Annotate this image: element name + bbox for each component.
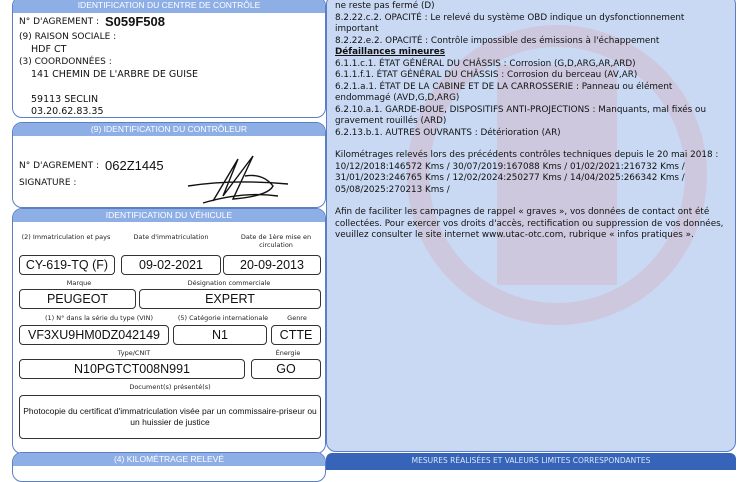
defaillance-line: 8.2.22.c.2. OPACITÉ : Le relevé du système OBD indique un dysfonctionnement important (335, 12, 685, 34)
date-immat-field: 09-02-2021 (121, 255, 221, 275)
defaillance-line: 8.2.22.e.2. OPACITÉ : Contrôle impossible des émissions à l'échappement (335, 35, 660, 46)
immat-field: CY-619-TQ (F) (19, 255, 115, 275)
categorie-field: N1 (173, 325, 267, 345)
centre-section (12, 0, 326, 118)
designation-label: Désignation commerciale (187, 279, 271, 287)
rgpd-notice: Afin de faciliter les campagnes de rappel « graves », vos données de contact ont été collectées. Pour exercer vos droits d'accès, rectification ou suppression de vos données, veuillez consulter le site internet www.utac-otc.com, rubrique « infos pratiques ». (335, 207, 724, 240)
vin-label: (1) N° dans la série du type (VIN) (44, 314, 154, 322)
marque-field: PEUGEOT (19, 289, 136, 309)
defaillance-line: 6.1.1.f.1. ÉTAT GÉNÉRAL DU CHÂSSIS : Corrosion du berceau (AV,AR) (335, 70, 638, 80)
vin-field: VF3XU9HM0DZ042149 (19, 325, 169, 345)
defaillance-line: 6.2.1.a.1. ÉTAT DE LA CABINE ET DE LA CARROSSERIE : Panneau ou élément endommagé (AVD,G,D,ARG) (335, 81, 673, 103)
city: 59113 SECLIN (31, 94, 99, 105)
immat-label: (2) Immatriculation et pays (21, 233, 111, 241)
vehicule-header: IDENTIFICATION DU VÉHICULE (13, 209, 325, 222)
signature-label: SIGNATURE : (19, 178, 77, 188)
type-label: Type/CNIT (117, 349, 151, 357)
designation-field: EXPERT (139, 289, 321, 309)
mineures-title: Défaillances mineures (335, 47, 445, 57)
controleur-agrement: 062Z1445 (105, 158, 164, 173)
defaillance-line: ne reste pas fermé (D) (335, 1, 435, 11)
kilometrage-header: (4) KILOMÉTRAGE RELEVÉ (13, 453, 325, 466)
centre-agrement: S059F508 (105, 14, 165, 29)
km-history: Kilométrages relevés lors des précédents contrôles techniques depuis le 20 mai 2018 : 10/12/2018:146572 Kms / 30/07/2019:167088 Kms / 01/02/2021:216732 Kms / 31/01/2023:246765 Kms / 12/02/2024:250277 Kms / 14/04/2025:266342 Kms / 05/08/2025:270213 Kms / (335, 150, 719, 195)
address: 141 CHEMIN DE L'ARBRE DE GUISE (31, 69, 199, 80)
docs-field: Photocopie du certificat d'immatriculation visée par un commissaire-priseur ou un huissier de justice (19, 395, 321, 439)
date-immat-label: Date d'immatriculation (133, 233, 209, 241)
defaillance-line: 6.2.10.a.1. GARDE-BOUE, DISPOSITIFS ANTI-PROJECTIONS : Manquants, mal fixés ou gravement rouillés (ARD) (335, 104, 707, 126)
controleur-header: (9) IDENTIFICATION DU CONTRÔLEUR (13, 123, 325, 136)
type-field: N10PGTCT008N991 (19, 359, 245, 379)
docs-label: Document(s) présenté(s) (129, 383, 211, 391)
vehicule-section (12, 208, 326, 454)
genre-label: Genre (287, 314, 307, 322)
centre-agrement-label: N° D'AGREMENT : (19, 17, 99, 27)
raison-value: HDF CT (31, 44, 67, 55)
defaillance-line: 6.2.13.b.1. AUTRES OUVRANTS : Détérioration (AR) (335, 127, 561, 138)
marque-label: Marque (66, 279, 92, 287)
mesures-header: MESURES RÉALISÉES ET VALEURS LIMITES CORRESPONDANTES (326, 453, 736, 470)
defaillance-line: 6.1.1.c.1. ÉTAT GÉNÉRAL DU CHÂSSIS : Corrosion (G,D,ARG,AR,ARD) (335, 58, 636, 69)
energie-label: Énergie (275, 349, 301, 357)
controleur-section (12, 122, 326, 208)
centre-header: IDENTIFICATION DU CENTRE DE CONTRÔLE (13, 0, 325, 13)
raison-label: (9) RAISON SOCIALE : (19, 32, 117, 42)
controleur-agrement-label: N° D'AGREMENT : (19, 161, 99, 171)
kilometrage-section (12, 452, 326, 482)
genre-field: CTTE (271, 325, 321, 345)
signature-image (183, 151, 293, 206)
date-mec-field: 20-09-2013 (223, 255, 321, 275)
categorie-label: (5) Catégorie internationale (177, 314, 269, 322)
phone: 03.20.62.83.35 (31, 106, 104, 117)
coord-label: (3) COORDONNÉES : (19, 57, 112, 67)
date-mec-label: Date de 1ère mise en circulation (240, 233, 312, 249)
defaillances-panel (326, 0, 736, 452)
energie-field: GO (251, 359, 321, 379)
